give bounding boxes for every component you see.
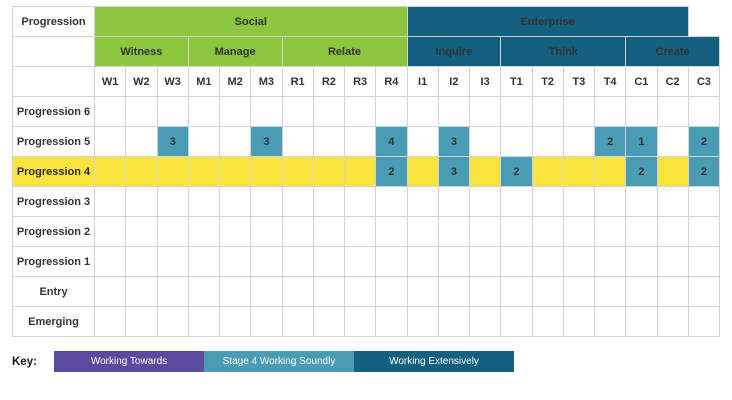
matrix-column-i2: I2 bbox=[438, 67, 469, 97]
matrix-cell-c2[interactable] bbox=[657, 247, 688, 277]
matrix-cell-t2[interactable] bbox=[532, 307, 563, 337]
matrix-cell-w3[interactable] bbox=[157, 187, 188, 217]
matrix-column-c2: C2 bbox=[657, 67, 688, 97]
matrix-cell-w1[interactable] bbox=[95, 127, 126, 157]
matrix-body bbox=[13, 97, 720, 337]
matrix-cell-m3[interactable] bbox=[251, 97, 282, 127]
matrix-cell-t4[interactable] bbox=[595, 277, 626, 307]
matrix-cell-w2[interactable] bbox=[126, 187, 157, 217]
matrix-cell-c1[interactable] bbox=[626, 247, 657, 277]
matrix-cell-m3[interactable] bbox=[251, 247, 282, 277]
matrix-cell-c3[interactable] bbox=[688, 247, 719, 277]
matrix-cell-c1[interactable]: 2 bbox=[626, 157, 657, 187]
matrix-cell-c3[interactable] bbox=[688, 217, 719, 247]
matrix-cell-m3[interactable]: 3 bbox=[251, 127, 282, 157]
matrix-cell-i1[interactable] bbox=[407, 277, 438, 307]
matrix-group-think: Think bbox=[501, 37, 626, 67]
matrix-cell-w3[interactable] bbox=[157, 247, 188, 277]
matrix-cell-m2[interactable] bbox=[220, 217, 251, 247]
matrix-column-c1: C1 bbox=[626, 67, 657, 97]
matrix-cell-c3[interactable] bbox=[688, 277, 719, 307]
matrix-cell-i2[interactable] bbox=[438, 307, 469, 337]
matrix-cell-r1[interactable] bbox=[282, 97, 313, 127]
matrix-cell-t1[interactable] bbox=[501, 187, 532, 217]
matrix-cell-m1[interactable] bbox=[188, 247, 219, 277]
matrix-cell-r1[interactable] bbox=[282, 217, 313, 247]
matrix-group-blank bbox=[13, 37, 95, 67]
key-segment-2: Stage 4 Working Soundly bbox=[204, 351, 354, 372]
matrix-cell-c3[interactable]: 2 bbox=[688, 157, 719, 187]
matrix-cell-t1[interactable] bbox=[501, 277, 532, 307]
matrix-cell-m3[interactable] bbox=[251, 277, 282, 307]
matrix-cell-w2[interactable] bbox=[126, 277, 157, 307]
matrix-cell-c1[interactable] bbox=[626, 97, 657, 127]
matrix-group-band-row bbox=[13, 37, 720, 67]
matrix-cell-t4[interactable] bbox=[595, 307, 626, 337]
matrix-cell-m2[interactable] bbox=[220, 157, 251, 187]
matrix-cell-w3[interactable] bbox=[157, 217, 188, 247]
matrix-cell-i3[interactable] bbox=[470, 247, 501, 277]
matrix-column-m3: M3 bbox=[251, 67, 282, 97]
matrix-cell-r2[interactable] bbox=[313, 247, 344, 277]
matrix-row-label: Entry bbox=[13, 277, 95, 307]
matrix-cell-r1[interactable] bbox=[282, 277, 313, 307]
matrix-cell-m3[interactable] bbox=[251, 307, 282, 337]
matrix-cell-w1[interactable] bbox=[95, 97, 126, 127]
matrix-cell-m1[interactable] bbox=[188, 277, 219, 307]
matrix-cell-i1[interactable] bbox=[407, 217, 438, 247]
key-label: Key: bbox=[12, 355, 37, 368]
matrix-cell-c2[interactable] bbox=[657, 277, 688, 307]
matrix-cell-w1[interactable] bbox=[95, 247, 126, 277]
matrix-cell-r1[interactable] bbox=[282, 247, 313, 277]
matrix-cell-i2[interactable]: 3 bbox=[438, 127, 469, 157]
matrix-cell-r3[interactable] bbox=[345, 127, 376, 157]
matrix-cell-r3[interactable] bbox=[345, 97, 376, 127]
matrix-cell-t1[interactable] bbox=[501, 97, 532, 127]
matrix-cell-i3[interactable] bbox=[470, 277, 501, 307]
matrix-cell-r3[interactable] bbox=[345, 187, 376, 217]
matrix-column-r3: R3 bbox=[345, 67, 376, 97]
matrix-cell-m3[interactable] bbox=[251, 157, 282, 187]
matrix-column-i1: I1 bbox=[407, 67, 438, 97]
matrix-cell-m1[interactable] bbox=[188, 217, 219, 247]
matrix-cell-i1[interactable] bbox=[407, 97, 438, 127]
matrix-cell-r4[interactable]: 4 bbox=[376, 127, 407, 157]
matrix-cell-t2[interactable] bbox=[532, 217, 563, 247]
matrix-group-manage: Manage bbox=[188, 37, 282, 67]
matrix-column-t3: T3 bbox=[563, 67, 594, 97]
matrix-cell-r4[interactable]: 2 bbox=[376, 157, 407, 187]
matrix-cell-c3[interactable]: 2 bbox=[688, 127, 719, 157]
matrix-row-label: Emerging bbox=[13, 307, 95, 337]
matrix-cell-c1[interactable] bbox=[626, 277, 657, 307]
matrix-cell-m1[interactable] bbox=[188, 187, 219, 217]
matrix-row-label: Progression 5 bbox=[13, 127, 95, 157]
key-segment-3: Working Extensively bbox=[354, 351, 514, 372]
matrix-top-band-row bbox=[13, 7, 720, 37]
matrix-cell-r3[interactable] bbox=[345, 307, 376, 337]
table-row bbox=[13, 97, 720, 127]
matrix-top-band-enterprise: Enterprise bbox=[407, 7, 688, 37]
matrix-cell-i1[interactable] bbox=[407, 187, 438, 217]
matrix-row-label: Progression 2 bbox=[13, 217, 95, 247]
matrix-cell-m3[interactable] bbox=[251, 187, 282, 217]
table-row bbox=[13, 127, 720, 157]
matrix-column-m2: M2 bbox=[220, 67, 251, 97]
matrix-cell-r1[interactable] bbox=[282, 187, 313, 217]
matrix-cell-c2[interactable] bbox=[657, 217, 688, 247]
matrix-row-label: Progression 6 bbox=[13, 97, 95, 127]
matrix-cell-c2[interactable] bbox=[657, 127, 688, 157]
matrix-cell-i3[interactable] bbox=[470, 97, 501, 127]
matrix-cell-t3[interactable] bbox=[563, 127, 594, 157]
matrix-cell-r4[interactable] bbox=[376, 277, 407, 307]
matrix-cell-i3[interactable] bbox=[470, 187, 501, 217]
matrix-group-relate: Relate bbox=[282, 37, 407, 67]
matrix-group-create: Create bbox=[626, 37, 720, 67]
table-row bbox=[13, 307, 720, 337]
matrix-cell-i1[interactable] bbox=[407, 247, 438, 277]
matrix-cell-r1[interactable] bbox=[282, 307, 313, 337]
matrix-cell-c2[interactable] bbox=[657, 97, 688, 127]
matrix-cell-i3[interactable] bbox=[470, 217, 501, 247]
matrix-group-inquire: Inquire bbox=[407, 37, 501, 67]
matrix-column-c3: C3 bbox=[688, 67, 719, 97]
matrix-row-label: Progression 3 bbox=[13, 187, 95, 217]
matrix-column-w1: W1 bbox=[95, 67, 126, 97]
matrix-top-band-social: Social bbox=[95, 7, 408, 37]
matrix-cell-t4[interactable] bbox=[595, 157, 626, 187]
matrix-cell-r2[interactable] bbox=[313, 307, 344, 337]
table-row bbox=[13, 247, 720, 277]
matrix-cell-m2[interactable] bbox=[220, 277, 251, 307]
matrix-cell-t3[interactable] bbox=[563, 157, 594, 187]
matrix-cell-i2[interactable] bbox=[438, 277, 469, 307]
matrix-column-m1: M1 bbox=[188, 67, 219, 97]
matrix-cell-t1[interactable] bbox=[501, 247, 532, 277]
matrix-cell-c2[interactable] bbox=[657, 187, 688, 217]
matrix-column-r4: R4 bbox=[376, 67, 407, 97]
matrix-cell-i2[interactable] bbox=[438, 247, 469, 277]
matrix-corner-label: Progression bbox=[13, 7, 95, 37]
matrix-column-header-row bbox=[13, 67, 720, 97]
matrix-column-w2: W2 bbox=[126, 67, 157, 97]
matrix-column-t2: T2 bbox=[532, 67, 563, 97]
key-legend bbox=[12, 351, 720, 372]
matrix-cell-c3[interactable] bbox=[688, 307, 719, 337]
matrix-cell-m1[interactable] bbox=[188, 307, 219, 337]
matrix-cell-r2[interactable] bbox=[313, 187, 344, 217]
matrix-cell-t3[interactable] bbox=[563, 277, 594, 307]
matrix-column-t1: T1 bbox=[501, 67, 532, 97]
matrix-cell-w1[interactable] bbox=[95, 277, 126, 307]
matrix-cell-m2[interactable] bbox=[220, 247, 251, 277]
matrix-cell-i2[interactable] bbox=[438, 187, 469, 217]
matrix-cell-m3[interactable] bbox=[251, 217, 282, 247]
matrix-colhead-blank bbox=[13, 67, 95, 97]
matrix-column-r2: R2 bbox=[313, 67, 344, 97]
matrix-cell-t4[interactable] bbox=[595, 187, 626, 217]
matrix-cell-m2[interactable] bbox=[220, 307, 251, 337]
matrix-cell-r2[interactable] bbox=[313, 277, 344, 307]
matrix-cell-i1[interactable] bbox=[407, 157, 438, 187]
matrix-cell-r4[interactable] bbox=[376, 97, 407, 127]
matrix-cell-r4[interactable] bbox=[376, 187, 407, 217]
matrix-cell-t3[interactable] bbox=[563, 247, 594, 277]
matrix-column-i3: I3 bbox=[470, 67, 501, 97]
matrix-column-r1: R1 bbox=[282, 67, 313, 97]
matrix-cell-t3[interactable] bbox=[563, 187, 594, 217]
matrix-cell-r2[interactable] bbox=[313, 157, 344, 187]
table-row bbox=[13, 187, 720, 217]
matrix-cell-r4[interactable] bbox=[376, 217, 407, 247]
matrix-cell-w2[interactable] bbox=[126, 157, 157, 187]
matrix-cell-r1[interactable] bbox=[282, 157, 313, 187]
matrix-cell-i2[interactable]: 3 bbox=[438, 157, 469, 187]
matrix-column-t4: T4 bbox=[595, 67, 626, 97]
matrix-cell-t4[interactable] bbox=[595, 247, 626, 277]
matrix-group-witness: Witness bbox=[95, 37, 189, 67]
matrix-cell-m2[interactable] bbox=[220, 187, 251, 217]
matrix-cell-r4[interactable] bbox=[376, 247, 407, 277]
matrix-cell-t4[interactable]: 2 bbox=[595, 127, 626, 157]
matrix-cell-t2[interactable] bbox=[532, 97, 563, 127]
matrix-column-w3: W3 bbox=[157, 67, 188, 97]
matrix-cell-w1[interactable] bbox=[95, 157, 126, 187]
matrix-cell-m2[interactable] bbox=[220, 127, 251, 157]
matrix-cell-r3[interactable] bbox=[345, 157, 376, 187]
matrix-cell-r2[interactable] bbox=[313, 127, 344, 157]
matrix-cell-i2[interactable] bbox=[438, 97, 469, 127]
matrix-cell-w1[interactable] bbox=[95, 217, 126, 247]
matrix-header bbox=[13, 7, 720, 97]
matrix-cell-r2[interactable] bbox=[313, 217, 344, 247]
matrix-cell-t4[interactable] bbox=[595, 97, 626, 127]
key-segment-1: Working Towards bbox=[54, 351, 204, 372]
matrix-cell-i1[interactable] bbox=[407, 307, 438, 337]
matrix-cell-i3[interactable] bbox=[470, 307, 501, 337]
matrix-cell-i3[interactable] bbox=[470, 157, 501, 187]
matrix-cell-t1[interactable]: 2 bbox=[501, 157, 532, 187]
matrix-cell-m1[interactable] bbox=[188, 157, 219, 187]
matrix-cell-c3[interactable] bbox=[688, 97, 719, 127]
matrix-cell-t1[interactable] bbox=[501, 127, 532, 157]
matrix-cell-c1[interactable] bbox=[626, 217, 657, 247]
matrix-cell-t2[interactable] bbox=[532, 277, 563, 307]
matrix-cell-m2[interactable] bbox=[220, 97, 251, 127]
matrix-cell-r4[interactable] bbox=[376, 307, 407, 337]
matrix-row-label: Progression 1 bbox=[13, 247, 95, 277]
matrix-row-label: Progression 4 bbox=[13, 157, 95, 187]
matrix-cell-m1[interactable] bbox=[188, 127, 219, 157]
matrix-cell-c1[interactable] bbox=[626, 187, 657, 217]
matrix-cell-t2[interactable] bbox=[532, 127, 563, 157]
matrix-cell-w2[interactable] bbox=[126, 217, 157, 247]
matrix-cell-c1[interactable]: 1 bbox=[626, 127, 657, 157]
matrix-cell-r2[interactable] bbox=[313, 97, 344, 127]
matrix-cell-w1[interactable] bbox=[95, 187, 126, 217]
matrix-cell-w3[interactable] bbox=[157, 307, 188, 337]
matrix-cell-i1[interactable] bbox=[407, 127, 438, 157]
matrix-cell-t1[interactable] bbox=[501, 307, 532, 337]
matrix-cell-t2[interactable] bbox=[532, 187, 563, 217]
matrix-cell-m1[interactable] bbox=[188, 97, 219, 127]
matrix-cell-t3[interactable] bbox=[563, 307, 594, 337]
matrix-cell-c3[interactable] bbox=[688, 187, 719, 217]
table-row bbox=[13, 157, 720, 187]
matrix-cell-i3[interactable] bbox=[470, 127, 501, 157]
matrix-cell-c2[interactable] bbox=[657, 307, 688, 337]
matrix-cell-t2[interactable] bbox=[532, 247, 563, 277]
matrix-cell-t3[interactable] bbox=[563, 217, 594, 247]
table-row bbox=[13, 277, 720, 307]
table-row bbox=[13, 217, 720, 247]
matrix-cell-w3[interactable] bbox=[157, 97, 188, 127]
matrix-cell-w2[interactable] bbox=[126, 307, 157, 337]
progression-matrix-table bbox=[12, 6, 720, 337]
matrix-cell-t4[interactable] bbox=[595, 217, 626, 247]
matrix-cell-w2[interactable] bbox=[126, 247, 157, 277]
matrix-cell-t1[interactable] bbox=[501, 217, 532, 247]
matrix-cell-w2[interactable] bbox=[126, 127, 157, 157]
matrix-cell-c1[interactable] bbox=[626, 307, 657, 337]
matrix-cell-w3[interactable]: 3 bbox=[157, 127, 188, 157]
matrix-cell-w2[interactable] bbox=[126, 97, 157, 127]
matrix-cell-r3[interactable] bbox=[345, 247, 376, 277]
matrix-cell-w3[interactable] bbox=[157, 157, 188, 187]
matrix-cell-t2[interactable] bbox=[532, 157, 563, 187]
matrix-cell-r1[interactable] bbox=[282, 127, 313, 157]
matrix-cell-w1[interactable] bbox=[95, 307, 126, 337]
matrix-cell-c2[interactable] bbox=[657, 157, 688, 187]
key-bar bbox=[54, 351, 514, 372]
matrix-cell-i2[interactable] bbox=[438, 217, 469, 247]
matrix-cell-w3[interactable] bbox=[157, 277, 188, 307]
matrix-cell-t3[interactable] bbox=[563, 97, 594, 127]
matrix-cell-r3[interactable] bbox=[345, 217, 376, 247]
matrix-cell-r3[interactable] bbox=[345, 277, 376, 307]
